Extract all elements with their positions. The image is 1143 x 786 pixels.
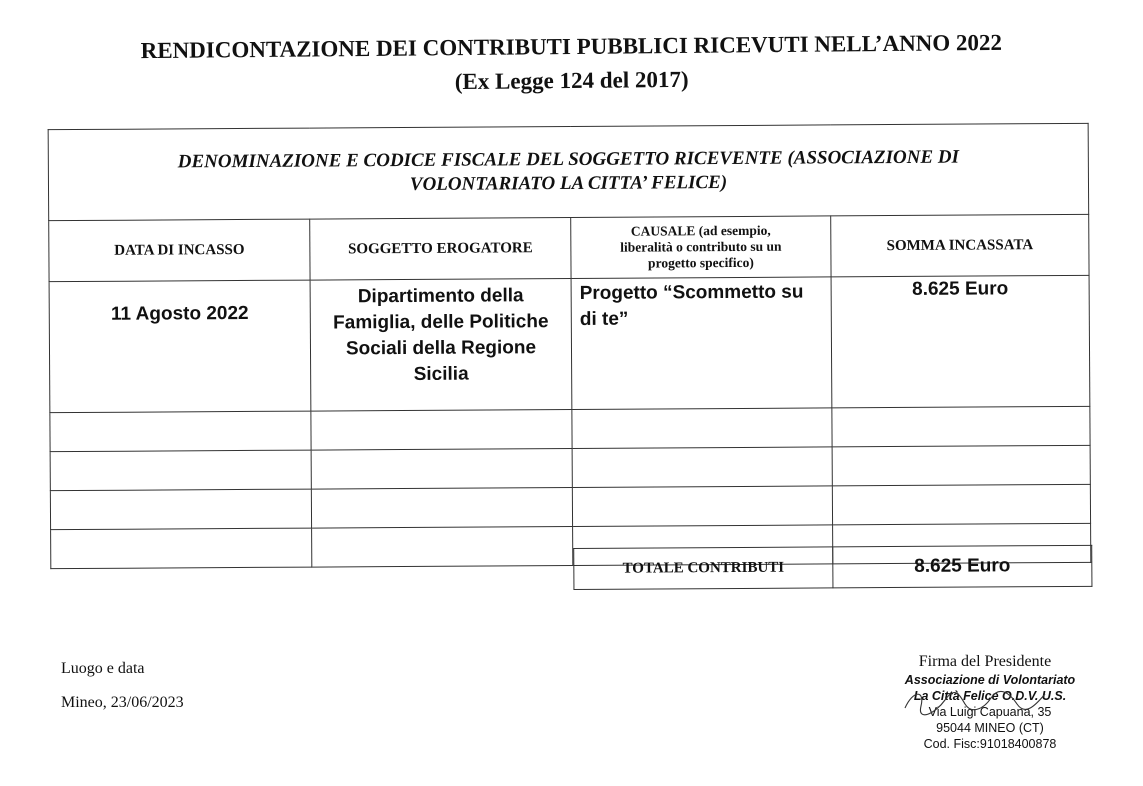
causale-line-1: Progetto “Scommetto su [579, 281, 804, 304]
luogo-value: Mineo, 23/06/2023 [61, 694, 184, 711]
title-line-1: RENDICONTAZIONE DEI CONTRIBUTI PUBBLICI RICEVUTI NELL’ANNO 2022 [140, 29, 1003, 64]
empty-row [50, 445, 1090, 490]
column-header-somma: SOMMA INCASSATA [831, 214, 1089, 277]
total-value: 8.625 Euro [833, 545, 1092, 588]
recipient-heading-line-2: VOLONTARIATO LA CITTA’ FELICE) [409, 172, 728, 195]
firma-label: Firma del Presidente [918, 653, 1052, 670]
cell-soggetto-erogatore [310, 278, 572, 411]
title-line-2: (Ex Legge 124 del 2017) [454, 66, 689, 95]
table-row [49, 275, 1090, 412]
soggetto-line-4: Sicilia [413, 363, 469, 385]
causale-header-line-1: CAUSALE (ad esempio, [630, 222, 771, 239]
stamp-line-5: Cod. Fisc:91018400878 [923, 737, 1057, 751]
recipient-heading [48, 123, 1089, 220]
cell-somma-incassata: 8.625 Euro [831, 275, 1090, 408]
total-table [573, 545, 1092, 590]
recipient-heading-line-1: DENOMINAZIONE E CODICE FISCALE DEL SOGGETTO RICEVENTE (ASSOCIAZIONE DI [177, 146, 960, 173]
soggetto-line-3: Sociali della Regione [345, 337, 537, 360]
column-header-data: DATA DI INCASSO [49, 219, 310, 282]
column-header-causale [571, 216, 831, 279]
causale-header-line-3: progetto specifico) [647, 254, 754, 271]
empty-row [50, 484, 1090, 529]
soggetto-line-1: Dipartimento della [357, 285, 524, 308]
luogo-label: Luogo e data [61, 660, 145, 677]
stamp-line-4: 95044 MINEO (CT) [936, 721, 1044, 735]
soggetto-line-2: Famiglia, delle Politiche [333, 311, 549, 334]
column-header-soggetto: SOGGETTO EROGATORE [310, 217, 571, 280]
stamp-line-1: Associazione di Volontariato [904, 673, 1076, 687]
total-label: TOTALE CONTRIBUTI [574, 547, 833, 590]
causale-line-2: di te” [579, 308, 629, 330]
empty-row [50, 406, 1090, 451]
contributions-table [48, 123, 1092, 569]
stamp-line-3: Via Luigi Capuana, 35 [928, 705, 1052, 719]
signature-scribble [895, 680, 1055, 720]
causale-header-line-2: liberalità o contributo su un [620, 238, 782, 255]
cell-data-incasso: 11 Agosto 2022 [49, 280, 311, 413]
cell-causale [571, 277, 832, 410]
stamp-line-2: La Città Felice O.D.V. U.S. [913, 689, 1067, 703]
